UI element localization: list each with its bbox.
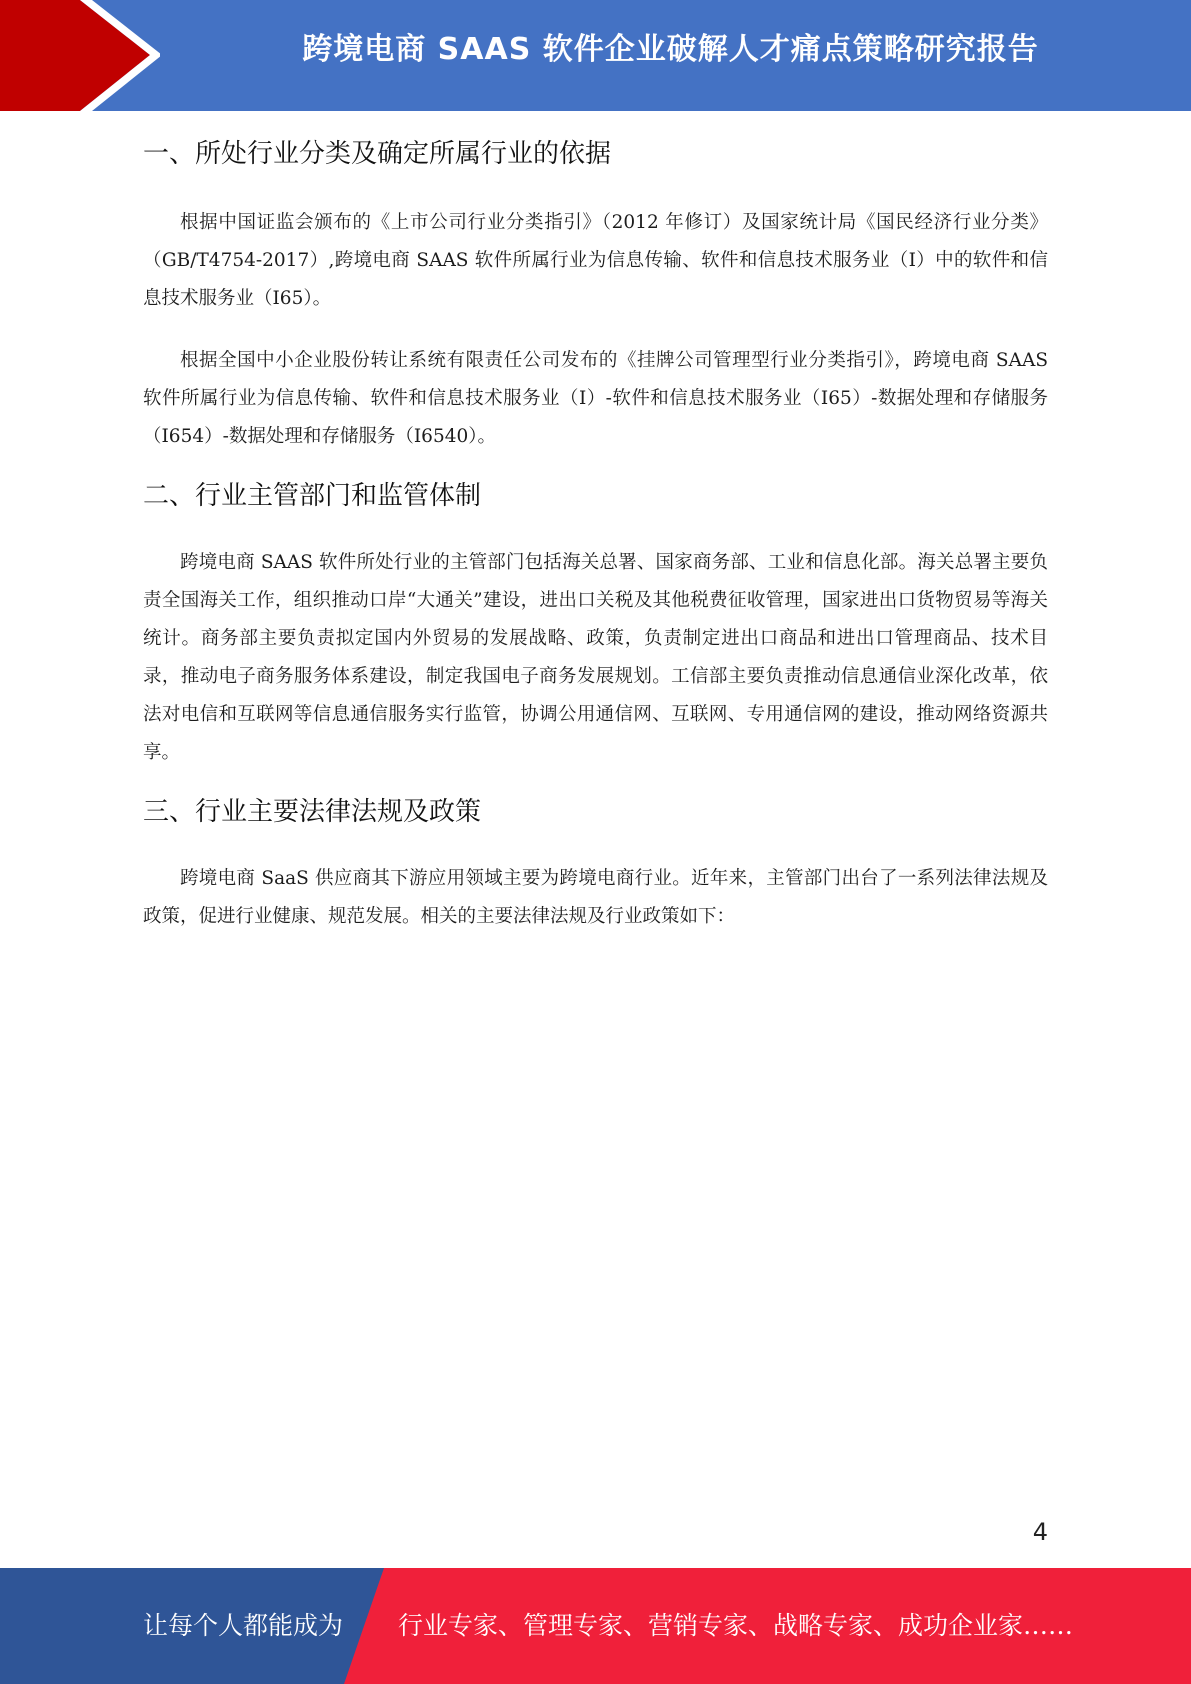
header-chevron-logo bbox=[0, 0, 160, 111]
chevron-red-shape bbox=[0, 0, 150, 111]
paragraph: 跨境电商 SaaS 供应商其下游应用领域主要为跨境电商行业。近年来，主管部门出台了一系列法律法规及政策，促进行业健康、规范发展。相关的主要法律法规及行业政策如下： bbox=[143, 868, 1048, 927]
footer-slogan-right: 行业专家、管理专家、营销专家、战略专家、成功企业家…… bbox=[398, 1611, 1074, 1640]
paragraph: 根据全国中小企业股份转让系统有限责任公司发布的《挂牌公司管理型行业分类指引》，跨境电商 SAAS 软件所属行业为信息传输、软件和信息技术服务业（I）-软件和信息技术服务业（I65）-数据处理和存储服务（I654）-数据处理和存储服务（I6540）。 bbox=[143, 350, 1048, 447]
footer-slogan-left: 让每个人都能成为 bbox=[143, 1611, 344, 1640]
section-heading-regulatory-authorities: 二、行业主管部门和监管体制 bbox=[143, 481, 482, 511]
section-heading-laws-and-policies: 三、行业主要法律法规及政策 bbox=[143, 797, 482, 827]
document-body bbox=[143, 128, 1048, 936]
report-header bbox=[0, 0, 1191, 111]
paragraph: 跨境电商 SAAS 软件所处行业的主管部门包括海关总署、国家商务部、工业和信息化部。海关总署主要负责全国海关工作，组织推动口岸“大通关”建设，进出口关税及其他税费征收管理，国家进出口货物贸易等海关统计。商务部主要负责拟定国内外贸易的发展战略、政策，负责制定进出口商品和进出口管理商品、技术目录，推动电子商务服务体系建设，制定我国电子商务发展规划。工信部主要负责推动信息通信业深化改革，依法对电信和互联网等信息通信服务实行监管，协调公用通信网、互联网、专用通信网的建设，推动网络资源共享。 bbox=[143, 552, 1048, 763]
paragraph: 根据中国证监会颁布的《上市公司行业分类指引》（2012 年修订）及国家统计局《国民经济行业分类》（GB/T4754-2017）,跨境电商 SAAS 软件所属行业为信息传输、软件和信息技术服务业（I）中的软件和信息技术服务业（I65）。 bbox=[143, 212, 1048, 309]
page-number: 4 bbox=[1032, 1518, 1048, 1546]
report-footer bbox=[0, 1568, 1191, 1684]
section-heading-industry-classification: 一、所处行业分类及确定所属行业的依据 bbox=[143, 139, 612, 169]
report-title: 跨境电商 SAAS 软件企业破解人才痛点策略研究报告 bbox=[302, 32, 1039, 67]
